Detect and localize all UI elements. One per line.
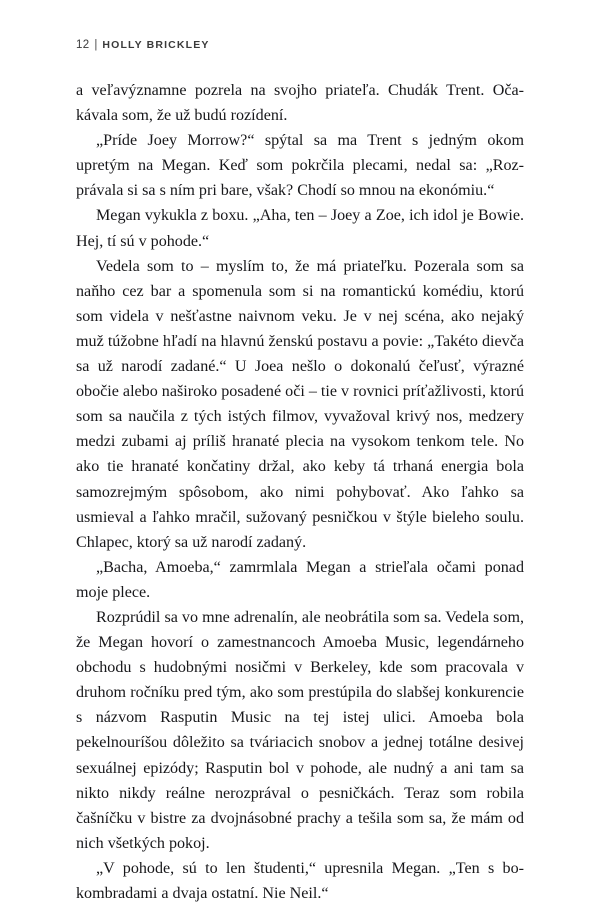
author-name: HOLLY BRICKLEY: [102, 39, 210, 51]
paragraph: Vedela som to – myslím to, že má priateľku. Pozerala som sa naňho cez bar a spomenula som si na romantickú komédiu, ktorú som videla v nešťastne naivnom veku. Je v nej scéna, ako nejaký muž túžobne hľadí na hlavnú ženskú postavu a povie: „Takéto dievča sa už narodí zadané.“ U Joea nešlo o dokonalú čeľusť, výrazné obočie alebo naširoko posadené oči – tie v rovnici príťažlivosti, ktorú som sa naučila z tých istých filmov, vyvažoval krivý nos, medzery medzi zubami aj príliš hranaté plecia na vysokom tenkom tele. No ako tie hranaté končatiny držal, ako keby tá trhaná energia bola samozrejmým spôsobom, ako nimi pohybovať. Ako ľahko sa usmieval a ľahko mračil, sužovaný pesničkou v štýle bieleho soulu. Chlapec, ktorý sa už narodí zadaný.: [76, 257, 524, 551]
body-text-block: [76, 78, 524, 906]
paragraph: a veľavýznamne pozrela na svojho priateľa. Chudák Trent. Očakávala som, že už budú rozídení.: [76, 82, 524, 125]
running-head: [76, 38, 210, 52]
paragraph: Rozprúdil sa vo mne adrenalín, ale neobrátila som sa. Vedela som, že Megan hovorí o zamestnancoch Amoeba Music, legendárneho obchodu s hudobnými nosičmi v Berkeley, kde som pracovala v druhom ročníku pred tým, ako som prestúpila do slabšej konkurencie s názvom Rasputin Music na tej istej ulici. Amoeba bola pekelnouríšou dôležito sa tváriacich snobov a jednej totálne desivej sexuálnej epizódy; Rasputin bol v pohode, ale nudný a ani tam sa nikto nikdy reálne nerozprával o pesničkách. Teraz som robila čašníčku v bistre za dvojnásobné prachy a tešila som sa, že mám od nich všetkých pokoj.: [76, 608, 524, 852]
paragraph: „Príde Joey Morrow?“ spýtal sa ma Trent s jedným okom upretým na Megan. Keď som pokrčila plecami, nedal sa: „Rozprávala si sa s ním pri bare, však? Chodí so mnou na ekonómiu.“: [76, 132, 524, 200]
paragraph: Megan vykukla z boxu. „Aha, ten – Joey a Zoe, ich idol je Bowie. Hej, tí sú v pohode.“: [76, 207, 524, 250]
running-head-separator: |: [94, 39, 98, 51]
paragraph: „Bacha, Amoeba,“ zamrmlala Megan a strieľala očami ponad moje plece.: [76, 558, 524, 601]
paragraph: „V pohode, sú to len študenti,“ upresnila Megan. „Ten s bokombradami a dvaja ostatní. Nie Neil.“: [76, 859, 524, 902]
page-number: 12: [76, 39, 90, 51]
